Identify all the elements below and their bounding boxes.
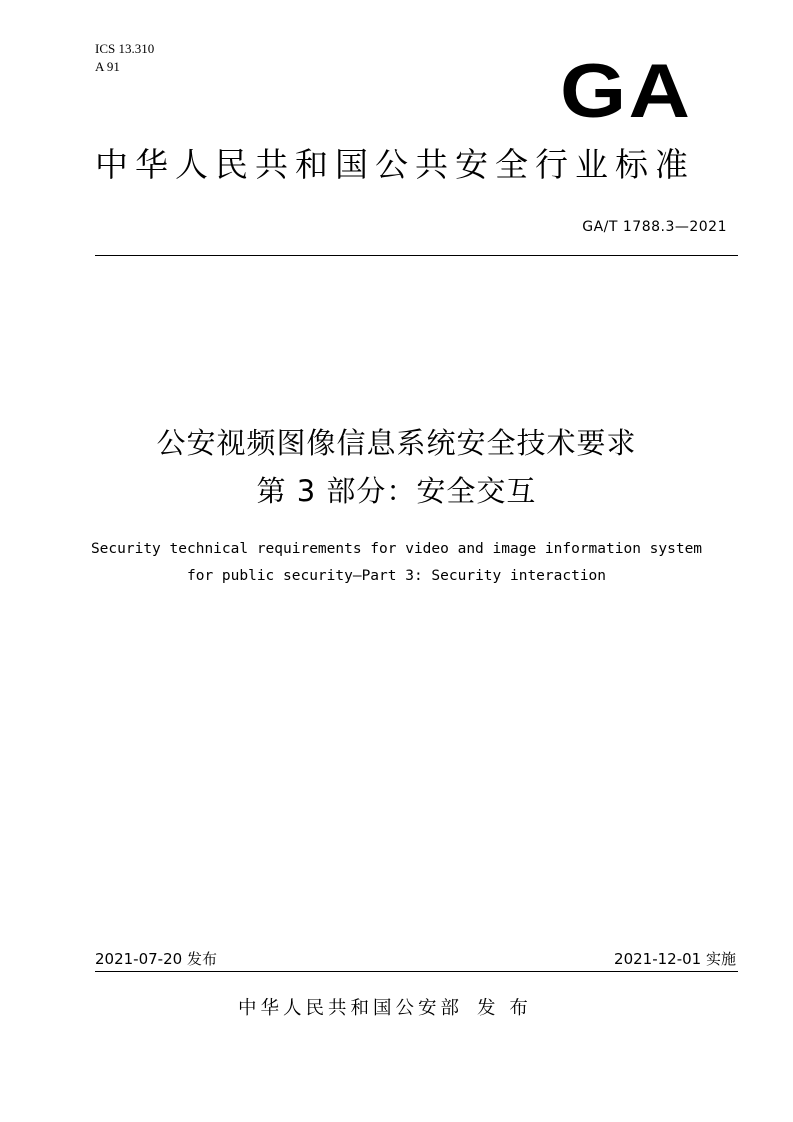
header-divider: [95, 255, 738, 256]
publisher-suffix: 发 布: [477, 998, 532, 1019]
english-title-line-1: Security technical requirements for video and image information system: [90, 541, 703, 557]
classification-codes: [95, 40, 154, 76]
publisher-line: [238, 996, 532, 1022]
chinese-title-line-2: 第 3 部分：安全交互: [256, 474, 537, 508]
publisher-name: 中华人民共和国公安部: [238, 998, 464, 1019]
english-title-line-2: for public security—Part 3: Security interaction: [186, 568, 607, 584]
ics-code: ICS 13.310: [95, 41, 155, 56]
implementation-date: 2021-12-01 实施: [614, 950, 736, 968]
issue-date: 2021-07-20 发布: [95, 950, 217, 968]
authority-title: 中华人民共和国公共安全行业标准: [95, 145, 695, 184]
ga-logo: GA: [560, 49, 693, 134]
ccs-code: A 91: [95, 59, 120, 74]
standard-number: GA/T 1788.3—2021: [582, 219, 727, 235]
chinese-title-line-1: 公安视频图像信息系统安全技术要求: [156, 426, 637, 460]
footer-divider: [95, 971, 738, 972]
